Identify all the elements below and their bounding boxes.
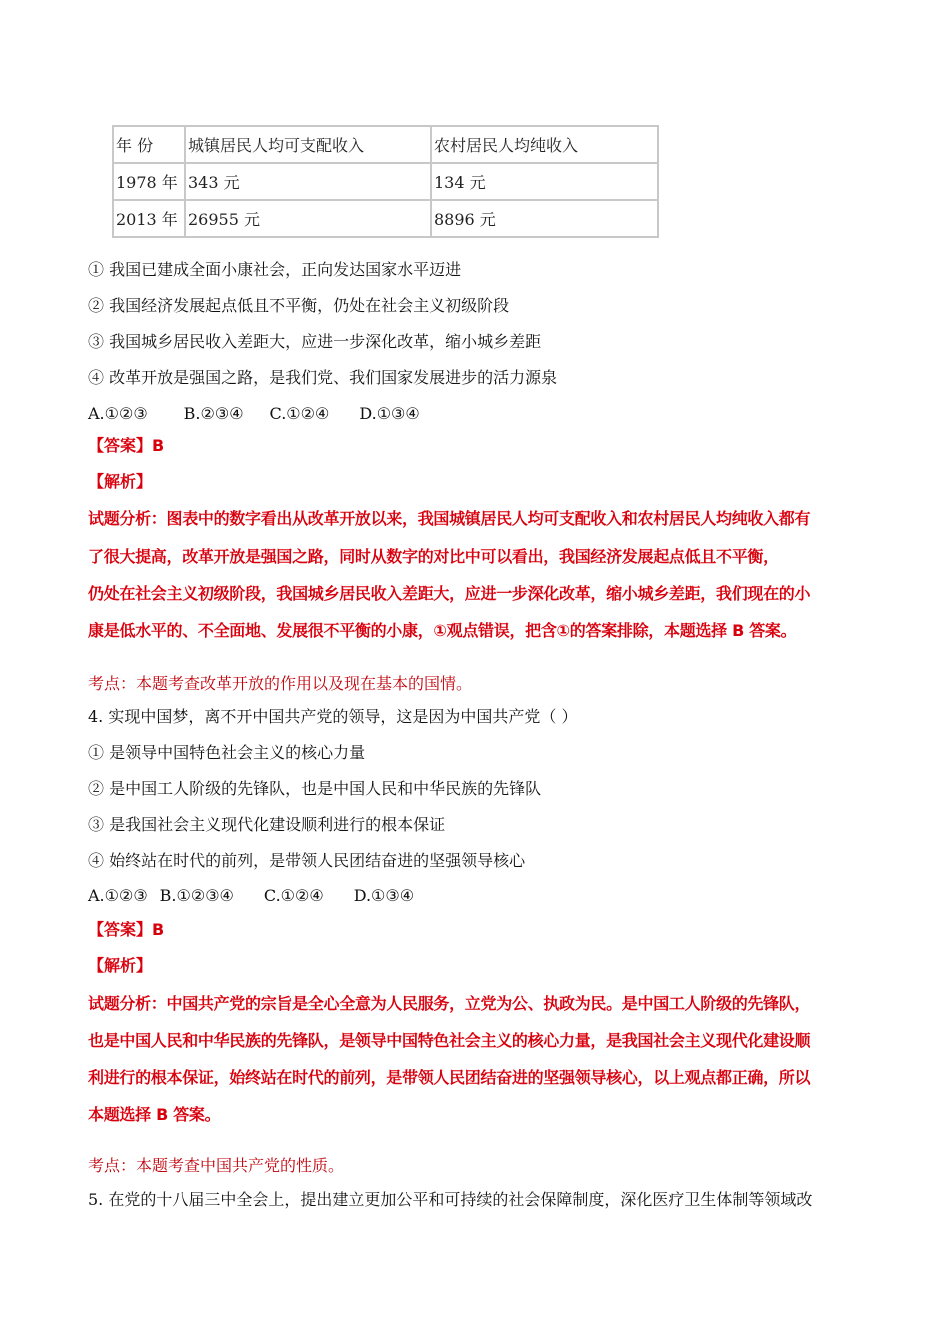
q4-stem: 4. 实现中国梦，离不开中国共产党的领导，这是因为中国共产党（ ） (88, 707, 578, 726)
q3-option-3: ③ 我国城乡居民收入差距大，应进一步深化改革，缩小城乡差距 (88, 332, 542, 351)
q5-stem: 5. 在党的十八届三中全会上，提出建立更加公平和可持续的社会保障制度，深化医疗卫生体制等领域改 (88, 1190, 813, 1209)
q4-choice-b: B.①②③④ (159, 886, 234, 905)
table-cell: 1978 年 (113, 163, 185, 200)
q4-analysis-line: 也是中国人民和中华民族的先锋队，是领导中国特色社会主义的核心力量，是我国社会主义现代化建设顺 (88, 1031, 811, 1050)
q3-analysis-title: 【解析】 (88, 472, 153, 491)
q3-choice-d: D.①③④ (359, 404, 420, 423)
q3-choice-a: A.①②③ (88, 404, 148, 423)
q4-kaodian: 考点：本题考查中国共产党的性质。 (88, 1156, 345, 1175)
table-header-row (113, 126, 658, 163)
table-cell: 8896 元 (431, 200, 658, 237)
q4-analysis-title: 【解析】 (88, 956, 153, 975)
q4-analysis-line: 本题选择 B 答案。 (88, 1105, 221, 1124)
q3-analysis-line: 了很大提高，改革开放是强国之路，同时从数字的对比中可以看出，我国经济发展起点低且不平衡， (88, 547, 779, 566)
q3-answer: 【答案】B (88, 436, 165, 455)
q4-option-1: ① 是领导中国特色社会主义的核心力量 (88, 743, 366, 762)
table-header-cell: 年 份 (113, 126, 185, 163)
q4-choice-c: C.①②④ (263, 886, 324, 905)
q3-option-4: ④ 改革开放是强国之路，是我们党、我们国家发展进步的活力源泉 (88, 368, 558, 387)
q4-choice-a: A.①②③ (88, 886, 148, 905)
q3-choices (88, 404, 420, 424)
table-cell: 134 元 (431, 163, 658, 200)
q4-choice-d: D.①③④ (353, 886, 415, 905)
q4-option-2: ② 是中国工人阶级的先锋队，也是中国人民和中华民族的先锋队 (88, 779, 542, 798)
q3-analysis-line: 康是低水平的、不全面地、发展很不平衡的小康，①观点错误，把含①的答案排除，本题选择 B 答案。 (88, 621, 797, 640)
q4-option-3: ③ 是我国社会主义现代化建设顺利进行的根本保证 (88, 815, 446, 834)
q4-answer: 【答案】B (88, 920, 165, 939)
q3-choice-b: B.②③④ (183, 404, 244, 423)
q4-choices (88, 886, 414, 906)
table-header-cell: 农村居民人均纯收入 (431, 126, 658, 163)
income-table (112, 125, 659, 238)
table-cell: 26955 元 (185, 200, 431, 237)
q4-analysis-line: 利进行的根本保证，始终站在时代的前列，是带领人民团结奋进的坚强领导核心，以上观点都正确，所以 (88, 1068, 811, 1087)
table-row (113, 200, 658, 237)
q3-choice-c: C.①②④ (269, 404, 330, 423)
table-header-cell: 城镇居民人均可支配收入 (185, 126, 431, 163)
q3-option-1: ① 我国已建成全面小康社会，正向发达国家水平迈进 (88, 260, 462, 279)
q4-option-4: ④ 始终站在时代的前列，是带领人民团结奋进的坚强领导核心 (88, 851, 526, 870)
q3-analysis-line: 仍处在社会主义初级阶段，我国城乡居民收入差距大，应进一步深化改革，缩小城乡差距，我们现在的小 (88, 584, 811, 603)
table-cell: 343 元 (185, 163, 431, 200)
q3-option-2: ② 我国经济发展起点低且不平衡，仍处在社会主义初级阶段 (88, 296, 510, 315)
q3-analysis-line: 试题分析：图表中的数字看出从改革开放以来，我国城镇居民人均可支配收入和农村居民人均纯收入都有 (88, 509, 811, 528)
table-cell: 2013 年 (113, 200, 185, 237)
q3-kaodian: 考点：本题考查改革开放的作用以及现在基本的国情。 (88, 674, 473, 693)
table-row (113, 163, 658, 200)
q4-analysis-line: 试题分析：中国共产党的宗旨是全心全意为人民服务，立党为公、执政为民。是中国工人阶级的先锋队， (88, 994, 811, 1013)
